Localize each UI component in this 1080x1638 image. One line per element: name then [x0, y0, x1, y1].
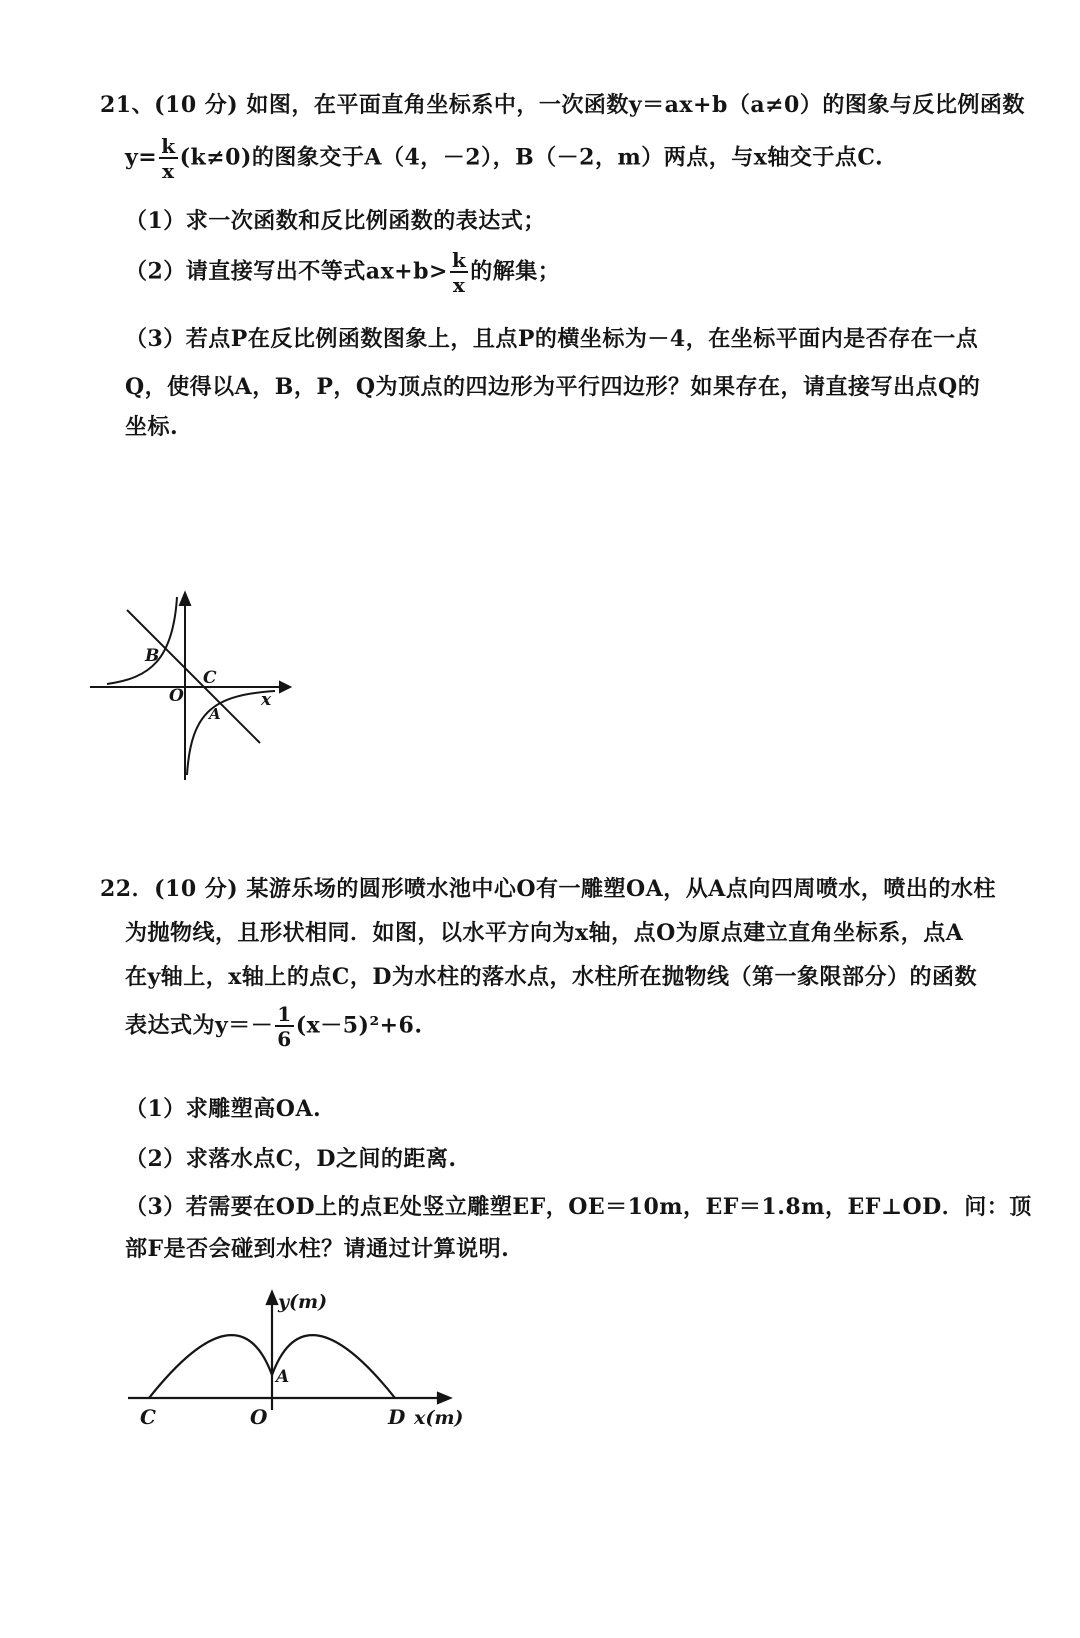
q21-part-2-fraction	[450, 250, 468, 295]
q21-hyperbola-upper-branch	[107, 597, 177, 684]
q21-label-O: O	[169, 686, 184, 706]
q21-fraction-k-over-x	[159, 136, 177, 181]
q22-frac-denominator: 6	[277, 1027, 292, 1051]
q22-line-1: 22．(10 分) 某游乐场的圆形喷水池中心O有一雕塑OA，从A点向四周喷水，喷出的水柱	[100, 876, 996, 902]
q21-part-3-line-2: Q，使得以A，B，P，Q为顶点的四边形为平行四边形？如果存在，请直接写出点Q的	[125, 374, 981, 400]
q21-line-2	[125, 136, 883, 181]
q22-figure	[120, 1280, 480, 1440]
q22-label-C: C	[140, 1405, 156, 1429]
q21-part-2-prefix: （2）请直接写出不等式ax+b>	[125, 258, 448, 285]
q21-linear-function	[127, 610, 260, 743]
q22-label-O: O	[250, 1405, 268, 1429]
q21-label-B: B	[145, 646, 160, 666]
q22-y-arrow	[267, 1292, 277, 1304]
q22-frac-numerator: 1	[277, 1002, 292, 1026]
q22-func-prefix: 表达式为y＝－	[125, 1012, 274, 1039]
q21-frac-denominator: x	[162, 159, 175, 183]
q21-part-3-line-1: （3）若点P在反比例函数图象上，且点P的横坐标为－4，在坐标平面内是否存在一点	[125, 326, 979, 352]
q21-func-prefix: y=	[125, 144, 158, 171]
q21-part-3-line-3: 坐标.	[125, 414, 179, 440]
q21-part-1: （1）求一次函数和反比例函数的表达式；	[125, 208, 546, 234]
q22-part-3-line-1: （3）若需要在OD上的点E处竖立雕塑EF，OE＝10m，EF＝1.8m，EF⊥OD．问：顶	[125, 1194, 1032, 1220]
q22-label-A: A	[276, 1367, 290, 1387]
q22-y-label: y(m)	[278, 1291, 328, 1313]
q21-part-2-frac-denominator: x	[452, 273, 466, 297]
q21-frac-numerator: k	[161, 134, 176, 158]
q22-x-label: x(m)	[414, 1407, 464, 1429]
q21-label-C: C	[203, 668, 217, 688]
q21-y-arrow	[180, 593, 190, 605]
q22-fraction-1-over-6	[275, 1004, 293, 1049]
q21-x-arrow	[280, 682, 290, 692]
q22-x-arrow	[438, 1393, 450, 1403]
q22-part-2: （2）求落水点C，D之间的距离.	[125, 1146, 457, 1172]
q22-line-4	[125, 1004, 423, 1049]
q21-part-2-suffix: 的解集；	[470, 258, 561, 285]
q21-part-2	[125, 250, 560, 295]
q22-func-rest: (x－5)²+6.	[295, 1012, 423, 1039]
q22-part-3-line-2: 部F是否会碰到水柱？请通过计算说明.	[125, 1236, 510, 1262]
q22-line-2: 为抛物线，且形状相同．如图，以水平方向为x轴，点O为原点建立直角坐标系，点A	[125, 920, 964, 946]
q21-figure	[85, 585, 295, 795]
q21-label-A: A	[209, 705, 221, 723]
q22-label-D: D	[388, 1405, 406, 1429]
q21-line-2-rest: (k≠0)的图象交于A（4，－2），B（－2，m）两点，与x轴交于点C.	[179, 144, 884, 171]
q21-line-1: 21、(10 分) 如图，在平面直角坐标系中，一次函数y＝ax+b（a≠0）的图象与反比例函数	[100, 92, 1025, 118]
q21-part-2-frac-numerator: k	[451, 248, 467, 272]
q22-line-3: 在y轴上，x轴上的点C，D为水柱的落水点，水柱所在抛物线（第一象限部分）的函数	[125, 964, 977, 990]
q22-right-parabola	[272, 1335, 395, 1398]
q21-label-x: x	[261, 690, 272, 710]
q22-part-1: （1）求雕塑高OA.	[125, 1096, 322, 1122]
q22-left-parabola	[149, 1335, 272, 1398]
